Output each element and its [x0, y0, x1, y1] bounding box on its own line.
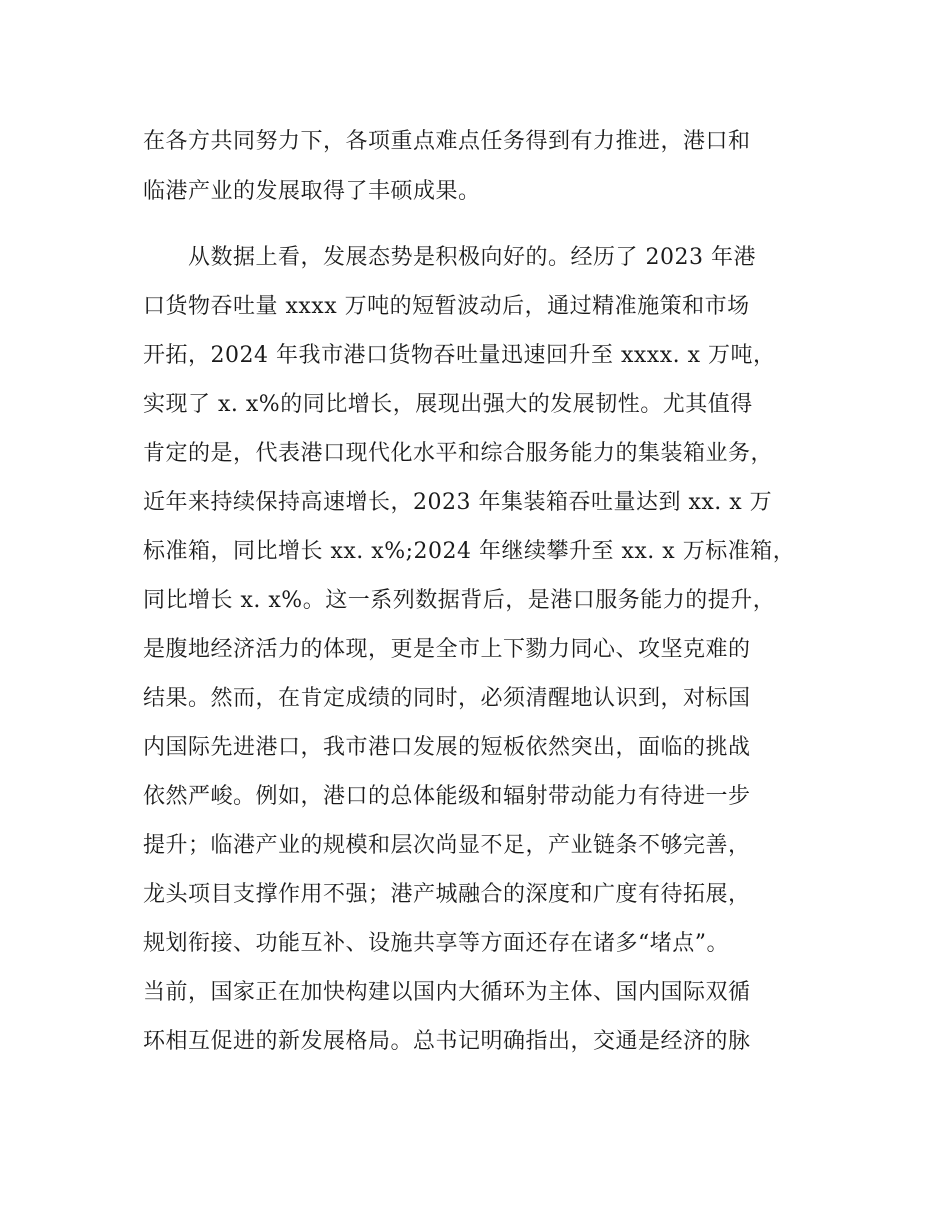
- text-line: 同比增长 x. x%。这一系列数据背后，是港口服务能力的提升，: [143, 588, 776, 613]
- text-line: 口货物吞吐量 xxxx 万吨的短暂波动后，通过精准施策和市场: [143, 294, 750, 319]
- text-line: 结果。然而，在肯定成绩的同时，必须清醒地认识到，对标国: [143, 686, 751, 711]
- text-line: 环相互促进的新发展格局。总书记明确指出，交通是经济的脉: [143, 1029, 751, 1054]
- text-line: 实现了 x. x%的同比增长，展现出强大的发展韧性。尤其值得: [143, 392, 753, 417]
- text-line: 龙头项目支撑作用不强；港产城融合的深度和广度有待拓展，: [143, 882, 751, 907]
- text-line: 近年来持续保持高速增长，2023 年集装箱吞吐量达到 xx. x 万: [143, 490, 773, 515]
- text-line: 临港产业的发展取得了丰硕成果。: [143, 179, 481, 204]
- text-line: 开拓，2024 年我市港口货物吞吐量迅速回升至 xxxx. x 万吨，: [143, 343, 776, 368]
- text-line: 规划衔接、功能互补、设施共享等方面还存在诸多“堵点”。: [143, 931, 729, 956]
- text-line: 肯定的是，代表港口现代化水平和综合服务能力的集装箱业务，: [143, 441, 774, 466]
- paragraph-first-line: 从数据上看，发展态势是积极向好的。经历了 2023 年港: [188, 245, 756, 270]
- text-line: 内国际先进港口，我市港口发展的短板依然突出，面临的挑战: [143, 735, 751, 760]
- text-line: 当前，国家正在加快构建以国内大循环为主体、国内国际双循: [143, 980, 751, 1005]
- text-line: 是腹地经济活力的体现，更是全市上下勠力同心、攻坚克难的: [143, 637, 751, 662]
- text-line: 依然严峻。例如，港口的总体能级和辐射带动能力有待进一步: [143, 784, 751, 809]
- text-line: 标准箱，同比增长 xx. x%;2024 年继续攀升至 xx. x 万标准箱，: [143, 539, 796, 564]
- text-line: 提升；临港产业的规模和层次尚显不足，产业链条不够完善，: [143, 833, 751, 858]
- text-line: 在各方共同努力下，各项重点难点任务得到有力推进，港口和: [143, 129, 751, 154]
